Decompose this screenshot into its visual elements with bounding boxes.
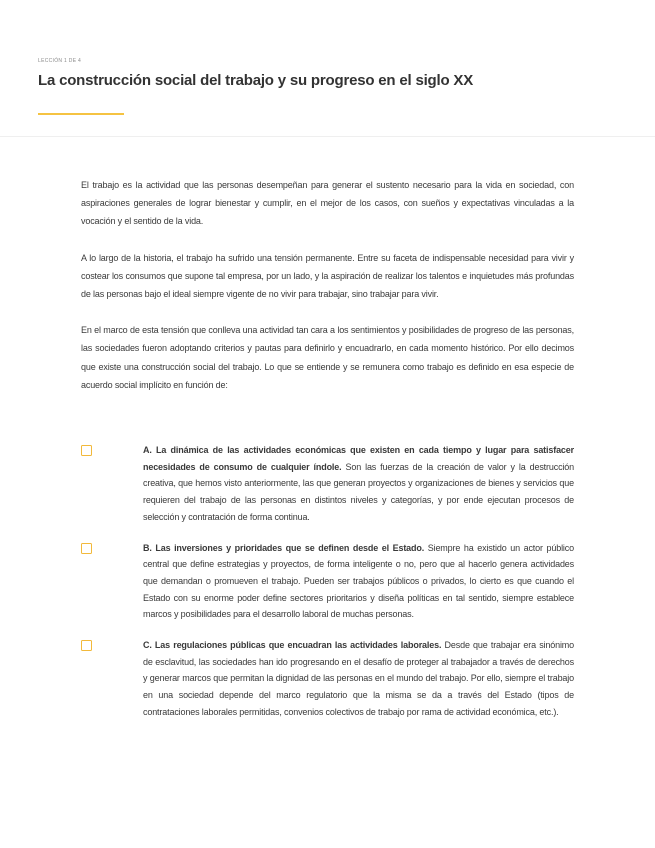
paragraph-history: A lo largo de la historia, el trabajo ha sufrido una tensión permanente. Entre su faceta de indispensable necesidad para vivir y costear los consumos que supone tal empresa, por un lado, y la aspiración de realizar los talentos e inquietudes más profundas de las personas bajo el ideal siempre vigente de no vivir para trabajar, sino trabajar para vivir. [81, 252, 574, 300]
checklist-item-c-body: Desde que trabajar era sinónimo de esclavitud, las sociedades han ido progresando en el desafío de proteger al trabajador a través de derechos y generar marcos que permitan la dignidad de las personas en el mundo del trabajo. Por ello, siempre el trabajo en una sociedad depende del marco regulatorio que la misma se da a través del Estado (tipos de contrataciones laborales permitidas, convenios colectivos de trabajo por rama de actividad económica, etc.). [143, 640, 575, 717]
lesson-header [0, 0, 655, 137]
paragraph-intro: El trabajo es la actividad que las personas desempeñan para generar el sustento necesario para la vida en sociedad, con aspiraciones generales de lograr bienestar y cumplir, en el mejor de los casos, con sueños y expectativas vinculadas a la vocación y el sentido de la vida. [81, 180, 574, 227]
checkbox-b[interactable] [81, 543, 92, 554]
checkbox-c[interactable] [81, 640, 92, 651]
title-underline [38, 113, 124, 115]
lesson-body [81, 176, 574, 412]
checklist-item-c [81, 637, 574, 721]
lesson-label: LECCIÓN 1 DE 4 [38, 58, 82, 64]
checklist-item-a-heading: A. La dinámica de las actividades económicas que existen en cada tiempo y lugar para satisfacer necesidades de consumo de cualquier índole. [143, 445, 574, 472]
checkbox-a[interactable] [81, 445, 92, 456]
checklist-item-b-body: Siempre ha existido un actor público central que define estrategias y proyectos, de forma inteligente o no, pero que al hacerlo genera actividades que demandan o promueven el trabajo. Pueden ser trabajos públicos o privados, lo cierto es que cuando el Estado con su enorme poder define sectores prioritarios y diseña políticas en tal sentido, siempre establece marcos y posibilidades para el desarrollo laboral de muchas personas. [143, 542, 574, 620]
paragraph-social-construction: En el marco de esta tensión que conlleva una actividad tan cara a los sentimientos y posibilidades de progreso de las personas, las sociedades fueron adoptando criterios y pautas para definirlo y encuadrarlo, en cada momento histórico. Por ello decimos que existe una construcción social del trabajo. Lo que se entiende y se remunera como trabajo es definido en esa especie de acuerdo social implícito en función de: [81, 325, 574, 390]
checklist-item-b-text [143, 540, 574, 624]
checklist-item-c-heading: C. Las regulaciones públicas que encuadran las actividades laborales. [143, 640, 442, 651]
checklist-item-b [81, 540, 574, 624]
checklist-item-a-body: Son las fuerzas de la creación de valor y la destrucción creativa, que hemos visto anteriormente, las que generan proyectos y organizaciones de bienes y servicios que requieren del trabajo de las personas en distintos niveles y categorías, y por ende ejecutan procesos de selección y contratación de forma continua. [143, 461, 574, 522]
checklist-item-c-text [143, 637, 574, 721]
checklist [81, 442, 574, 735]
page-title: La construcción social del trabajo y su progreso en el siglo XX [38, 72, 474, 89]
checklist-item-a-text [143, 442, 574, 526]
checklist-item-a [81, 442, 574, 526]
checklist-item-b-heading: B. Las inversiones y prioridades que se definen desde el Estado. [143, 542, 425, 553]
